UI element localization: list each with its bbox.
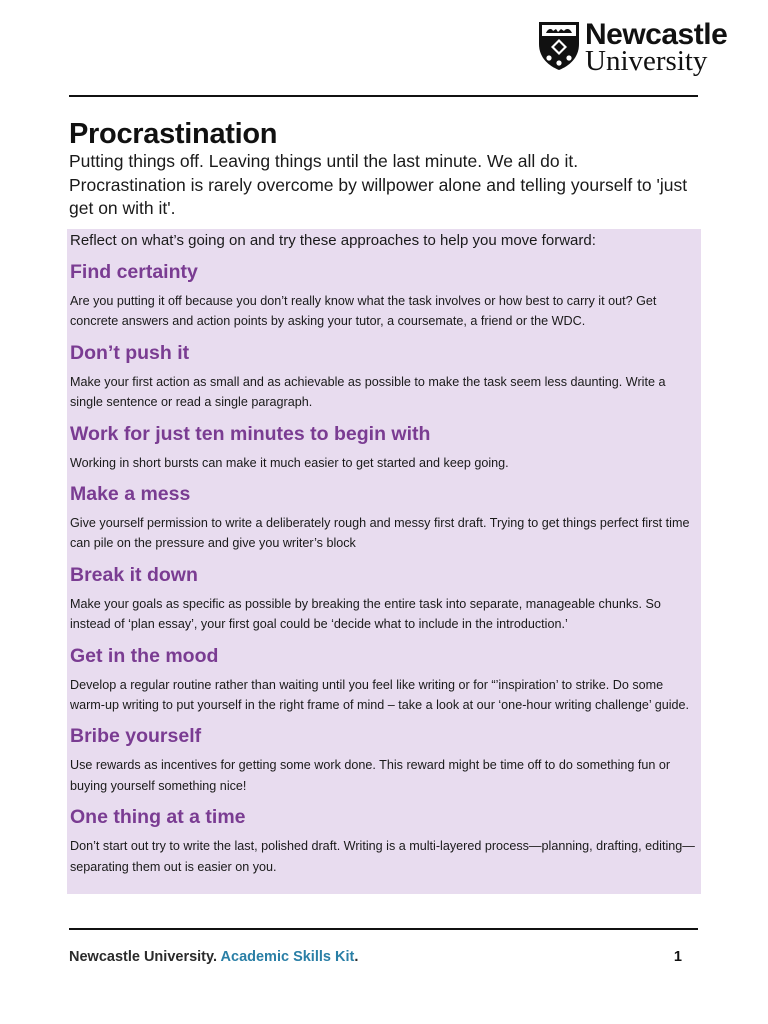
tips-panel: [67, 229, 701, 894]
tip-section: [70, 563, 695, 635]
tip-section: [70, 805, 695, 877]
tip-section: [70, 482, 695, 554]
tip-body: Give yourself permission to write a deliberately rough and messy first draft. Trying to get things perfect first time can pile on the pressure and give you writer’s block: [70, 516, 690, 551]
footer: [69, 949, 698, 965]
tip-section: [70, 644, 695, 716]
tip-heading: Bribe yourself: [70, 725, 202, 748]
panel-lead: Reflect on what’s going on and try these approaches to help you move forward:: [70, 232, 596, 249]
footer-kit-link[interactable]: Academic Skills Kit: [220, 949, 355, 965]
tip-body: Are you putting it off because you don’t really know what the task involves or how best to carry it out? Get concrete answers and action points by asking your tutor, a coursemate, a friend or the WDC.: [70, 294, 657, 329]
tip-heading: Get in the mood: [70, 644, 219, 667]
page-title: Procrastination: [69, 118, 278, 150]
tip-heading: One thing at a time: [70, 806, 246, 829]
tip-body: Don’t start out try to write the last, polished draft. Writing is a multi-layered process—planning, drafting, editing—separating them out is easier on you.: [70, 839, 695, 874]
tip-heading: Make a mess: [70, 483, 191, 506]
tip-body: Make your goals as specific as possible by breaking the entire task into separate, manageable chunks. So instead of ‘plan essay’, your first goal could be ‘decide what to include in the introduction.’: [70, 596, 661, 632]
tip-body: Make your first action as small and as achievable as possible to make the task seem less daunting. Write a single sentence or read a single paragraph.: [70, 374, 666, 410]
intro-paragraph: Putting things off. Leaving things until the last minute. We all do it. Procrastination is rarely overcome by willpower alone and telling yourself to 'just get on with it'.: [69, 151, 688, 218]
logo-wordmark: [585, 20, 727, 76]
tip-heading: Find certainty: [70, 261, 198, 283]
university-logo: [537, 20, 742, 78]
footer-divider: [69, 928, 698, 930]
logo-line-2: University: [585, 45, 708, 77]
crest-icon: [537, 20, 581, 72]
tip-section: [70, 260, 695, 332]
footer-org: Newcastle University.: [69, 949, 218, 965]
tip-body: Working in short bursts can make it much easier to get started and keep going.: [70, 455, 509, 470]
header-divider: [69, 95, 698, 97]
tip-body: Develop a regular routine rather than waiting until you feel like writing or for “’inspiration’ to strike. Do some warm-up writing to put yourself in the right frame of mind – take a look at our ‘one-hour writing challenge’ guide.: [70, 677, 690, 713]
tip-body: Use rewards as incentives for getting some work done. This reward might be time off to do something fun or buying yourself something nice!: [70, 758, 671, 793]
tip-section: [70, 341, 695, 413]
tip-heading: Break it down: [70, 563, 198, 586]
footer-kit-dot: .: [354, 949, 359, 965]
logo-line-1: Newcastle: [585, 18, 728, 51]
tip-section: [70, 724, 695, 796]
tip-heading: Work for just ten minutes to begin with: [70, 422, 431, 445]
page-number: 1: [673, 949, 682, 965]
tip-section: [70, 422, 695, 473]
tip-heading: Don’t push it: [70, 341, 190, 364]
